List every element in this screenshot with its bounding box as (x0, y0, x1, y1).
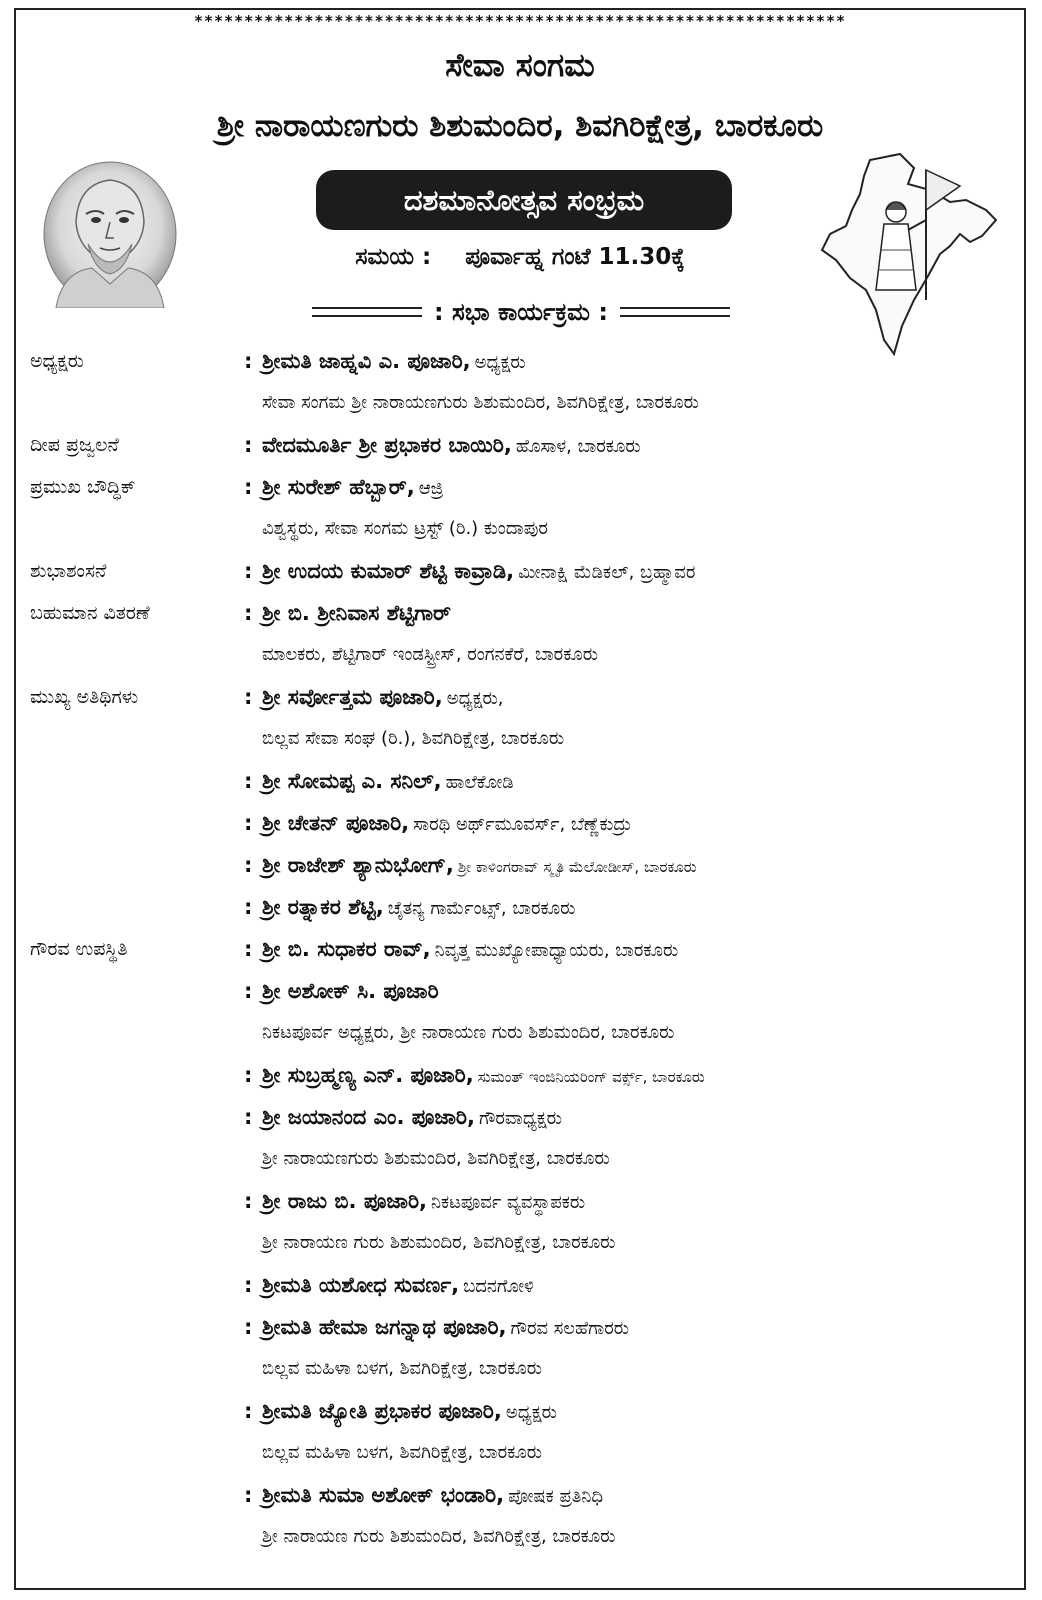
person-affiliation: ವಿಶ್ವಸ್ಥರು, ಸೇವಾ ಸಂಗಮ ಟ್ರಸ್ಟ್ (ರಿ.) ಕುಂದಾಪುರ (262, 518, 548, 539)
person-entry (262, 1096, 562, 1140)
person-affiliation: ಬಿಲ್ಲವ ಮಹಿಳಾ ಬಳಗ, ಶಿವಗಿರಿಕ್ಷೇತ್ರ, ಬಾರಕೂರು (262, 1358, 542, 1379)
person-name: ಶ್ರೀ ಚೇತನ್ ಪೂಜಾರಿ, (262, 811, 410, 835)
programme-subline-row (30, 1432, 1010, 1474)
separator-colon: : (244, 433, 253, 457)
person-name: ಶ್ರೀ ಸೋಮಪ್ಪ ಎ. ಸನಿಲ್, (262, 769, 442, 793)
programme-subline-row (30, 1516, 1010, 1558)
separator-colon: : (244, 979, 253, 1003)
time-value: ಪೂರ್ವಾಹ್ನ ಗಂಟೆ 11.30ಕ್ಕೆ (465, 244, 685, 270)
person-designation: ಅಧ್ಯಕ್ಷರು, (446, 688, 504, 709)
time-label: ಸಮಯ : (355, 244, 432, 270)
person-entry (262, 676, 503, 720)
programme-row (30, 1264, 1010, 1306)
person-designation: ನಿಕಟಪೂರ್ವ ವ್ಯವಸ್ಥಾಪಕರು (431, 1192, 586, 1213)
person-entry (262, 802, 632, 846)
person-designation: ಅಧ್ಯಕ್ಷರು (474, 352, 526, 373)
separator-colon: : (244, 1105, 253, 1129)
separator-colon: : (244, 811, 253, 835)
person-entry (262, 550, 695, 594)
double-rule-left (312, 307, 422, 317)
programme-row (30, 466, 1010, 508)
person-entry (262, 1306, 629, 1350)
programme-row (30, 676, 1010, 718)
separator-colon: : (244, 1399, 253, 1423)
person-name: ಶ್ರೀಮತಿ ಯಶೋಧ ಸುವರ್ಣ, (262, 1273, 460, 1297)
programme-row (30, 1096, 1010, 1138)
person-entry (262, 1474, 603, 1518)
person-affiliation: ಶ್ರೀ ನಾರಾಯಣ ಗುರು ಶಿಶುಮಂದಿರ, ಶಿವಗಿರಿಕ್ಷೇತ್ರ, ಬಾರಕೂರು (262, 1526, 616, 1547)
programme-heading (206, 292, 836, 332)
programme-row (30, 844, 1010, 886)
programme-row (30, 550, 1010, 592)
separator-colon: : (244, 1273, 253, 1297)
invitation-card (14, 8, 1026, 1590)
person-designation: ಬದನಗೋಳಿ (463, 1276, 534, 1297)
person-affiliation: ಸೇವಾ ಸಂಗಮ ಶ್ರೀ ನಾರಾಯಣಗುರು ಶಿಶುಮಂದಿರ, ಶಿವಗಿರಿಕ್ಷೇತ್ರ, ಬಾರಕೂರು (262, 392, 699, 413)
person-designation: ಸಾರಥಿ ಅರ್ಥ್‌ಮೂವರ್ಸ್, ಬೆಣ್ಣೆಕುದ್ರು (413, 814, 632, 835)
person-entry (262, 1180, 585, 1224)
portrait-image (42, 160, 178, 308)
separator-colon: : (244, 349, 253, 373)
person-name: ಶ್ರೀ ಜಯಾನಂದ ಎಂ. ಪೂಜಾರಿ, (262, 1105, 475, 1129)
person-designation: ಸುಮಂತ್ ಇಂಜಿನಿಯರಿಂಗ್ ವರ್ಕ್ಸ್, ಬಾರಕೂರು (477, 1068, 705, 1086)
programme-subline-row (30, 1138, 1010, 1180)
separator-colon: : (244, 769, 253, 793)
person-designation: ಅಧ್ಯಕ್ಷರು (505, 1402, 557, 1423)
person-designation: ಆಜ್ರಿ (418, 478, 444, 499)
person-designation: ಗೌರವ ಸಲಹೆಗಾರರು (510, 1318, 630, 1339)
person-designation: ಮೀನಾಕ್ಷಿ ಮೆಡಿಕಲ್, ಬ್ರಹ್ಮಾವರ (518, 562, 696, 583)
person-entry (262, 760, 514, 804)
person-affiliation: ಬಿಲ್ಲವ ಸೇವಾ ಸಂಘ (ರಿ.), ಶಿವಗಿರಿಕ್ಷೇತ್ರ, ಬಾರಕೂರು (262, 728, 565, 749)
programme-subline-row (30, 1222, 1010, 1264)
role-label: ಗೌರವ ಉಪಸ್ಥಿತಿ (30, 938, 128, 960)
event-title: ದಶಮಾನೋತ್ಸವ ಸಂಭ್ರಮ (403, 182, 645, 217)
programme-subline-row (30, 508, 1010, 550)
person-entry (262, 1264, 534, 1308)
programme-row (30, 886, 1010, 928)
organization-title: ಸೇವಾ ಸಂಗಮ (445, 46, 595, 84)
person-name: ಶ್ರೀ ಅಶೋಕ್ ಸಿ. ಪೂಜಾರಿ (262, 979, 439, 1003)
bharat-mata-map-image (810, 150, 1000, 360)
programme-row (30, 340, 1010, 382)
role-label: ಶುಭಾಶಂಸನೆ (30, 560, 107, 582)
programme-subline-row (30, 718, 1010, 760)
person-designation: ಹೊಸಾಳ, ಬಾರಕೂರು (515, 436, 641, 457)
person-name: ಶ್ರೀ ರಾಜೇಶ್ ಶ್ಯಾನುಭೋಗ್, (262, 853, 454, 877)
programme-row (30, 592, 1010, 634)
programme-row (30, 970, 1010, 1012)
person-entry (262, 886, 575, 930)
separator-colon: : (244, 1315, 253, 1339)
separator-colon: : (244, 1063, 253, 1087)
person-name: ಶ್ರೀಮತಿ ಸುಮಾ ಅಶೋಕ್ ಭಂಡಾರಿ, (262, 1483, 505, 1507)
person-name: ಶ್ರೀ ಉದಯ ಕುಮಾರ್ ಶೆಟ್ಟಿ ಕಾವ್ರಾಡಿ, (262, 559, 515, 583)
role-label: ಅಧ್ಯಕ್ಷರು (30, 350, 84, 372)
separator-colon: : (244, 1189, 253, 1213)
person-designation: ಚೈತನ್ಯ ಗಾರ್ಮೆಂಟ್ಸ್, ಬಾರಕೂರು (387, 898, 576, 919)
person-designation: ಹಾಲೆಕೋಡಿ (445, 772, 514, 793)
separator-colon: : (244, 853, 253, 877)
person-entry (262, 340, 526, 384)
separator-colon: : (244, 1483, 253, 1507)
programme-row (30, 424, 1010, 466)
programme-subline-row (30, 1012, 1010, 1054)
person-entry (262, 970, 439, 1014)
programme-subline-row (30, 382, 1010, 424)
separator-colon: : (244, 601, 253, 625)
person-affiliation: ಬಿಲ್ಲವ ಮಹಿಳಾ ಬಳಗ, ಶಿವಗಿರಿಕ್ಷೇತ್ರ, ಬಾರಕೂರು (262, 1442, 542, 1463)
institution-title: ಶ್ರೀ ನಾರಾಯಣಗುರು ಶಿಶುಮಂದಿರ, ಶಿವಗಿರಿಕ್ಷೇತ್ರ, ಬಾರಕೂರು (216, 108, 824, 144)
person-name: ಶ್ರೀಮತಿ ಹೇಮಾ ಜಗನ್ನಾಥ ಪೂಜಾರಿ, (262, 1315, 507, 1339)
programme-subline-row (30, 1348, 1010, 1390)
person-name: ಶ್ರೀ ರತ್ನಾಕರ ಶೆಟ್ಟಿ, (262, 895, 384, 919)
role-label: ಮುಖ್ಯ ಅತಿಥಿಗಳು (30, 686, 139, 708)
person-affiliation: ನಿಕಟಪೂರ್ವ ಅಧ್ಯಕ್ಷರು, ಶ್ರೀ ನಾರಾಯಣ ಗುರು ಶಿಶುಮಂದಿರ, ಬಾರಕೂರು (262, 1022, 675, 1043)
role-label: ದೀಪ ಪ್ರಜ್ವಲನೆ (30, 434, 119, 456)
person-name: ಶ್ರೀ ಸುರೇಶ್ ಹೆಬ್ಬಾರ್, (262, 475, 415, 499)
person-designation: ಶ್ರೀ ಕಾಳಿಂಗರಾವ್ ಸ್ಮೃತಿ ಮೆಲೋಡೀಸ್, ಬಾರಕೂರು (457, 858, 697, 876)
person-name: ಶ್ರೀ ಬಿ. ಶ್ರೀನಿವಾಸ ಶೆಟ್ಟಿಗಾರ್ (262, 601, 451, 625)
separator-colon: : (244, 685, 253, 709)
person-name: ವೇದಮೂರ್ತಿ ಶ್ರೀ ಪ್ರಭಾಕರ ಬಾಯಿರಿ, (262, 433, 512, 457)
person-entry (262, 466, 443, 510)
programme-subline-row (30, 634, 1010, 676)
person-entry (262, 844, 696, 888)
programme-row (30, 1054, 1010, 1096)
programme-row (30, 928, 1010, 970)
role-label: ಬಹುಮಾನ ವಿತರಣೆ (30, 602, 150, 624)
programme-row (30, 760, 1010, 802)
role-label: ಪ್ರಮುಖ ಬೌದ್ಧಿಕ್ (30, 476, 136, 498)
programme-row (30, 1390, 1010, 1432)
person-affiliation: ಶ್ರೀ ನಾರಾಯಣಗುರು ಶಿಶುಮಂದಿರ, ಶಿವಗಿರಿಕ್ಷೇತ್ರ, ಬಾರಕೂರು (262, 1148, 610, 1169)
person-name: ಶ್ರೀಮತಿ ಜ್ಯೋತಿ ಪ್ರಭಾಕರ ಪೂಜಾರಿ, (262, 1399, 502, 1423)
programme-list (30, 340, 1010, 1558)
person-entry (262, 424, 641, 468)
person-entry (262, 928, 678, 972)
programme-row (30, 1306, 1010, 1348)
person-designation: ನಿವೃತ್ತ ಮುಖ್ಯೋಪಾಧ್ಯಾಯರು, ಬಾರಕೂರು (434, 940, 679, 961)
person-name: ಶ್ರೀ ಬಿ. ಸುಧಾಕರ ರಾವ್, (262, 937, 431, 961)
separator-colon: : (244, 937, 253, 961)
person-affiliation: ಮಾಲಕರು, ಶೆಟ್ಟಿಗಾರ್ ಇಂಡಸ್ಟ್ರೀಸ್, ರಂಗನಕೆರೆ, ಬಾರಕೂರು (262, 644, 599, 665)
person-designation: ಗೌರವಾಧ್ಯಕ್ಷರು (478, 1108, 562, 1129)
person-name: ಶ್ರೀ ರಾಜು ಬಿ. ಪೂಜಾರಿ, (262, 1189, 428, 1213)
person-affiliation: ಶ್ರೀ ನಾರಾಯಣ ಗುರು ಶಿಶುಮಂದಿರ, ಶಿವಗಿರಿಕ್ಷೇತ್ರ, ಬಾರಕೂರು (262, 1232, 616, 1253)
programme-title: : ಸಭಾ ಕಾರ್ಯಕ್ರಮ : (434, 298, 608, 326)
person-entry (262, 592, 451, 636)
person-name: ಶ್ರೀ ಸರ್ವೋತ್ತಮ ಪೂಜಾರಿ, (262, 685, 443, 709)
separator-colon: : (244, 895, 253, 919)
programme-row (30, 1474, 1010, 1516)
separator-colon: : (244, 559, 253, 583)
person-entry (262, 1390, 557, 1434)
person-name: ಶ್ರೀ ಸುಬ್ರಹ್ಮಣ್ಯ ಎನ್. ಪೂಜಾರಿ, (262, 1063, 474, 1087)
programme-row (30, 1180, 1010, 1222)
person-designation: ಪೋಷಕ ಪ್ರತಿನಿಧಿ (508, 1486, 603, 1507)
person-entry (262, 1054, 705, 1098)
star-border: ***************************************************************** (194, 12, 846, 30)
double-rule-right (620, 307, 730, 317)
event-banner (316, 170, 732, 230)
separator-colon: : (244, 475, 253, 499)
person-name: ಶ್ರೀಮತಿ ಜಾಹ್ನವಿ ಎ. ಪೂಜಾರಿ, (262, 349, 471, 373)
programme-row (30, 802, 1010, 844)
